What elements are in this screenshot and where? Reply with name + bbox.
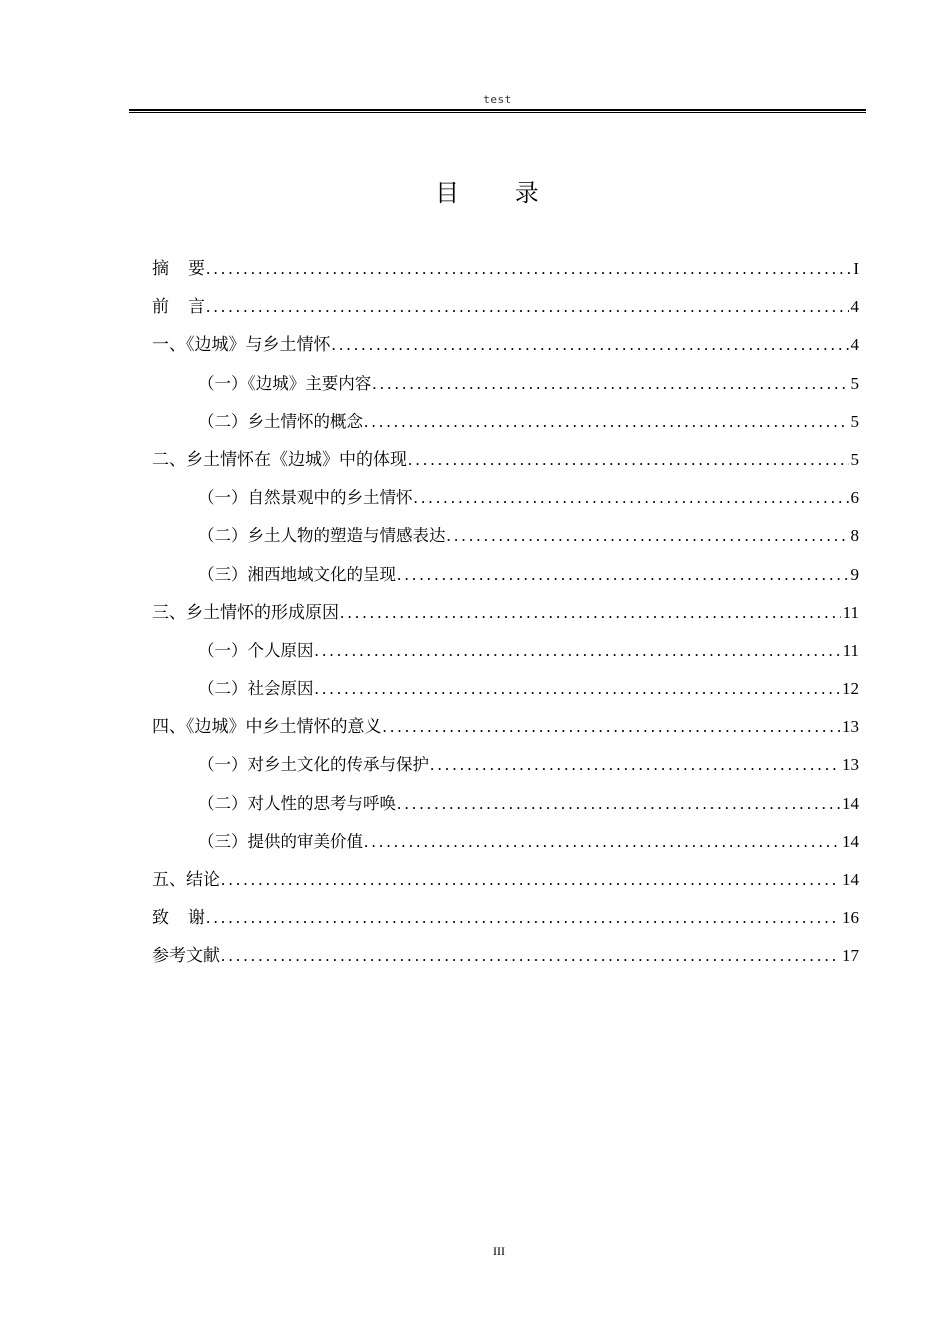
toc-entry-page: 14 [842, 793, 859, 813]
toc-entry-section-1-2[interactable] [152, 403, 859, 441]
toc-entry-section-2-1[interactable] [152, 479, 859, 517]
toc-entry-page: I [853, 259, 859, 278]
toc-entry-page: 5 [850, 411, 859, 431]
toc-entry-page: 4 [850, 335, 859, 355]
toc-entry-section-2-2[interactable] [152, 517, 859, 555]
toc-entry-label: （二）对人性的思考与呼唤 [198, 793, 396, 813]
toc-entry-label: （一）自然景观中的乡土情怀 [198, 488, 413, 508]
toc-dot-leader [221, 861, 840, 899]
toc-entry-page: 14 [842, 870, 859, 889]
toc-entry-label: 一、《边城》与乡土情怀 [152, 335, 331, 356]
toc-dot-leader [206, 899, 840, 937]
toc-entry-page: 16 [842, 908, 859, 928]
toc-entry-label: （三）湘西地域文化的呈现 [198, 564, 396, 584]
toc-entry-page: 13 [842, 755, 859, 775]
toc-dot-leader [408, 441, 849, 479]
toc-entry-label: 参考文献 [152, 946, 220, 967]
toc-entry-label: 摘要 [152, 259, 224, 279]
toc-dot-leader [206, 288, 849, 326]
toc-dot-leader [315, 670, 841, 708]
toc-dot-leader [447, 517, 849, 555]
toc-entry-section-4-3[interactable] [152, 823, 859, 861]
toc-entry-label: 四、《边城》中乡土情怀的意义 [152, 717, 382, 738]
toc-entry-label: （一）个人原因 [198, 640, 314, 660]
toc-dot-leader [364, 403, 849, 441]
toc-entry-references[interactable] [152, 937, 859, 975]
toc-entry-chapter-4[interactable] [152, 708, 859, 746]
toc-entry-label: 前言 [152, 297, 224, 318]
toc-dot-leader [364, 823, 840, 861]
toc-entry-page: 14 [842, 831, 859, 851]
toc-entry-preface[interactable] [152, 288, 859, 326]
toc-entry-label: （二）乡土人物的塑造与情感表达 [198, 526, 446, 546]
toc-entry-page: 13 [842, 717, 859, 737]
toc-dot-leader [332, 326, 849, 364]
toc-entry-page: 8 [850, 526, 859, 546]
toc-entry-label: （一）《边城》主要内容 [198, 373, 372, 393]
toc-entry-page: 11 [842, 602, 859, 622]
toc-entry-section-2-3[interactable] [152, 556, 859, 594]
toc-dot-leader [383, 708, 841, 746]
toc-entry-page: 6 [850, 488, 859, 508]
toc-entry-chapter-3[interactable] [152, 594, 859, 632]
running-header: test [483, 93, 512, 106]
toc-dot-leader [397, 785, 840, 823]
toc-entry-page: 5 [850, 449, 859, 469]
toc-entry-label: （二）社会原因 [198, 679, 314, 699]
toc-dot-leader [397, 556, 849, 594]
toc-entry-page: 12 [842, 679, 859, 699]
toc-dot-leader [315, 632, 841, 670]
toc-entry-page: 9 [850, 564, 859, 584]
toc-entry-page: 17 [842, 946, 859, 966]
toc-dot-leader [372, 365, 848, 403]
toc-entry-page: 4 [850, 297, 859, 317]
toc-entry-conclusion[interactable] [152, 861, 859, 899]
toc-dot-leader [340, 594, 841, 632]
page-number: III [493, 1244, 505, 1258]
toc-entry-page: 11 [842, 640, 859, 660]
toc-entry-label: （三）提供的审美价值 [198, 831, 363, 851]
toc-entry-label: 二、乡土情怀在《边城》中的体现 [152, 449, 407, 470]
toc-entry-label: 五、结论 [152, 870, 220, 890]
toc-entry-section-4-1[interactable] [152, 746, 859, 784]
toc-entry-chapter-2[interactable] [152, 441, 859, 479]
toc-entry-abstract[interactable] [152, 250, 859, 288]
toc-title: 目 录 [435, 179, 563, 207]
table-of-contents [152, 250, 859, 976]
toc-entry-section-4-2[interactable] [152, 785, 859, 823]
toc-entry-label: （一）对乡土文化的传承与保护 [198, 755, 429, 775]
toc-entry-label: （二）乡土情怀的概念 [198, 411, 363, 431]
toc-dot-leader [430, 746, 840, 784]
toc-dot-leader [206, 250, 851, 288]
toc-entry-section-1-1[interactable] [152, 365, 859, 403]
toc-entry-label: 三、乡土情怀的形成原因 [152, 602, 339, 623]
toc-entry-section-3-1[interactable] [152, 632, 859, 670]
header-rule [129, 109, 866, 113]
toc-entry-page: 5 [850, 373, 859, 393]
toc-entry-acknowledgements[interactable] [152, 899, 859, 937]
toc-dot-leader [414, 479, 849, 517]
toc-dot-leader [221, 937, 840, 975]
toc-entry-label: 致谢 [152, 908, 224, 929]
toc-entry-section-3-2[interactable] [152, 670, 859, 708]
toc-entry-chapter-1[interactable] [152, 326, 859, 364]
